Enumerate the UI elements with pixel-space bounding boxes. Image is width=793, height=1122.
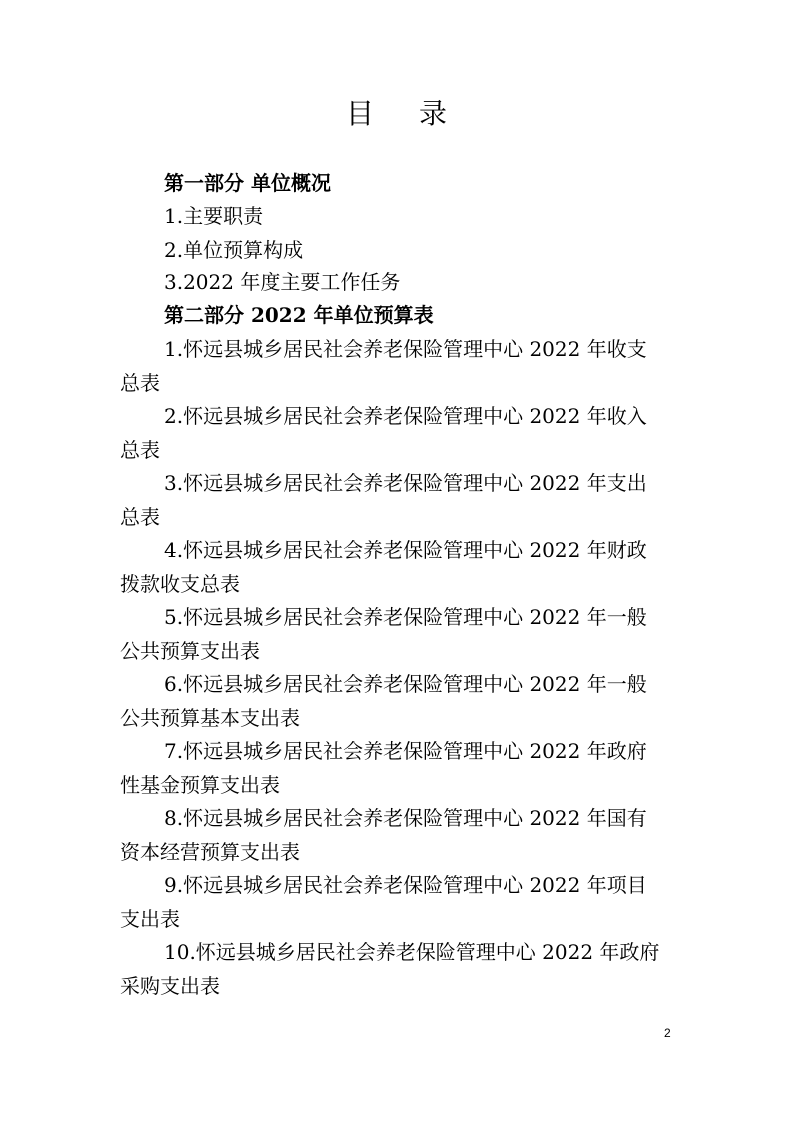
toc-item-continuation: 总表: [120, 438, 160, 462]
toc-item-continuation: 公共预算基本支出表: [120, 706, 300, 730]
toc-item-continuation: 性基金预算支出表: [120, 773, 280, 797]
toc-item-continuation: 总表: [120, 371, 160, 395]
toc-item: 3.怀远县城乡居民社会养老保险管理中心 2022 年支出: [164, 471, 647, 495]
page-number: 2: [664, 1026, 671, 1040]
toc-item: 10.怀远县城乡居民社会养老保险管理中心 2022 年政府: [164, 940, 660, 964]
toc-item: 3.2022 年度主要工作任务: [164, 270, 401, 294]
toc-item: 2.单位预算构成: [164, 238, 304, 262]
toc-item: 5.怀远县城乡居民社会养老保险管理中心 2022 年一般: [164, 605, 647, 629]
toc-item: 9.怀远县城乡居民社会养老保险管理中心 2022 年项目: [164, 873, 647, 897]
toc-item-continuation: 公共预算支出表: [120, 639, 260, 663]
toc-item-continuation: 拨款收支总表: [120, 572, 240, 596]
page-title: 目 录: [346, 97, 465, 130]
toc-item: 2.怀远县城乡居民社会养老保险管理中心 2022 年收入: [164, 404, 647, 428]
toc-item-continuation: 总表: [120, 505, 160, 529]
toc-item: 7.怀远县城乡居民社会养老保险管理中心 2022 年政府: [164, 739, 647, 763]
toc-item-continuation: 支出表: [120, 907, 180, 931]
toc-item: 6.怀远县城乡居民社会养老保险管理中心 2022 年一般: [164, 672, 647, 696]
toc-item: 1.主要职责: [164, 204, 264, 228]
toc-item: 1.怀远县城乡居民社会养老保险管理中心 2022 年收支: [164, 337, 647, 361]
toc-item: 8.怀远县城乡居民社会养老保险管理中心 2022 年国有: [164, 806, 647, 830]
part2-heading: 第二部分 2022 年单位预算表: [164, 303, 434, 327]
part1-heading: 第一部分 单位概况: [164, 171, 331, 195]
toc-item-continuation: 采购支出表: [120, 974, 220, 998]
toc-item: 4.怀远县城乡居民社会养老保险管理中心 2022 年财政: [164, 538, 647, 562]
toc-item-continuation: 资本经营预算支出表: [120, 840, 300, 864]
